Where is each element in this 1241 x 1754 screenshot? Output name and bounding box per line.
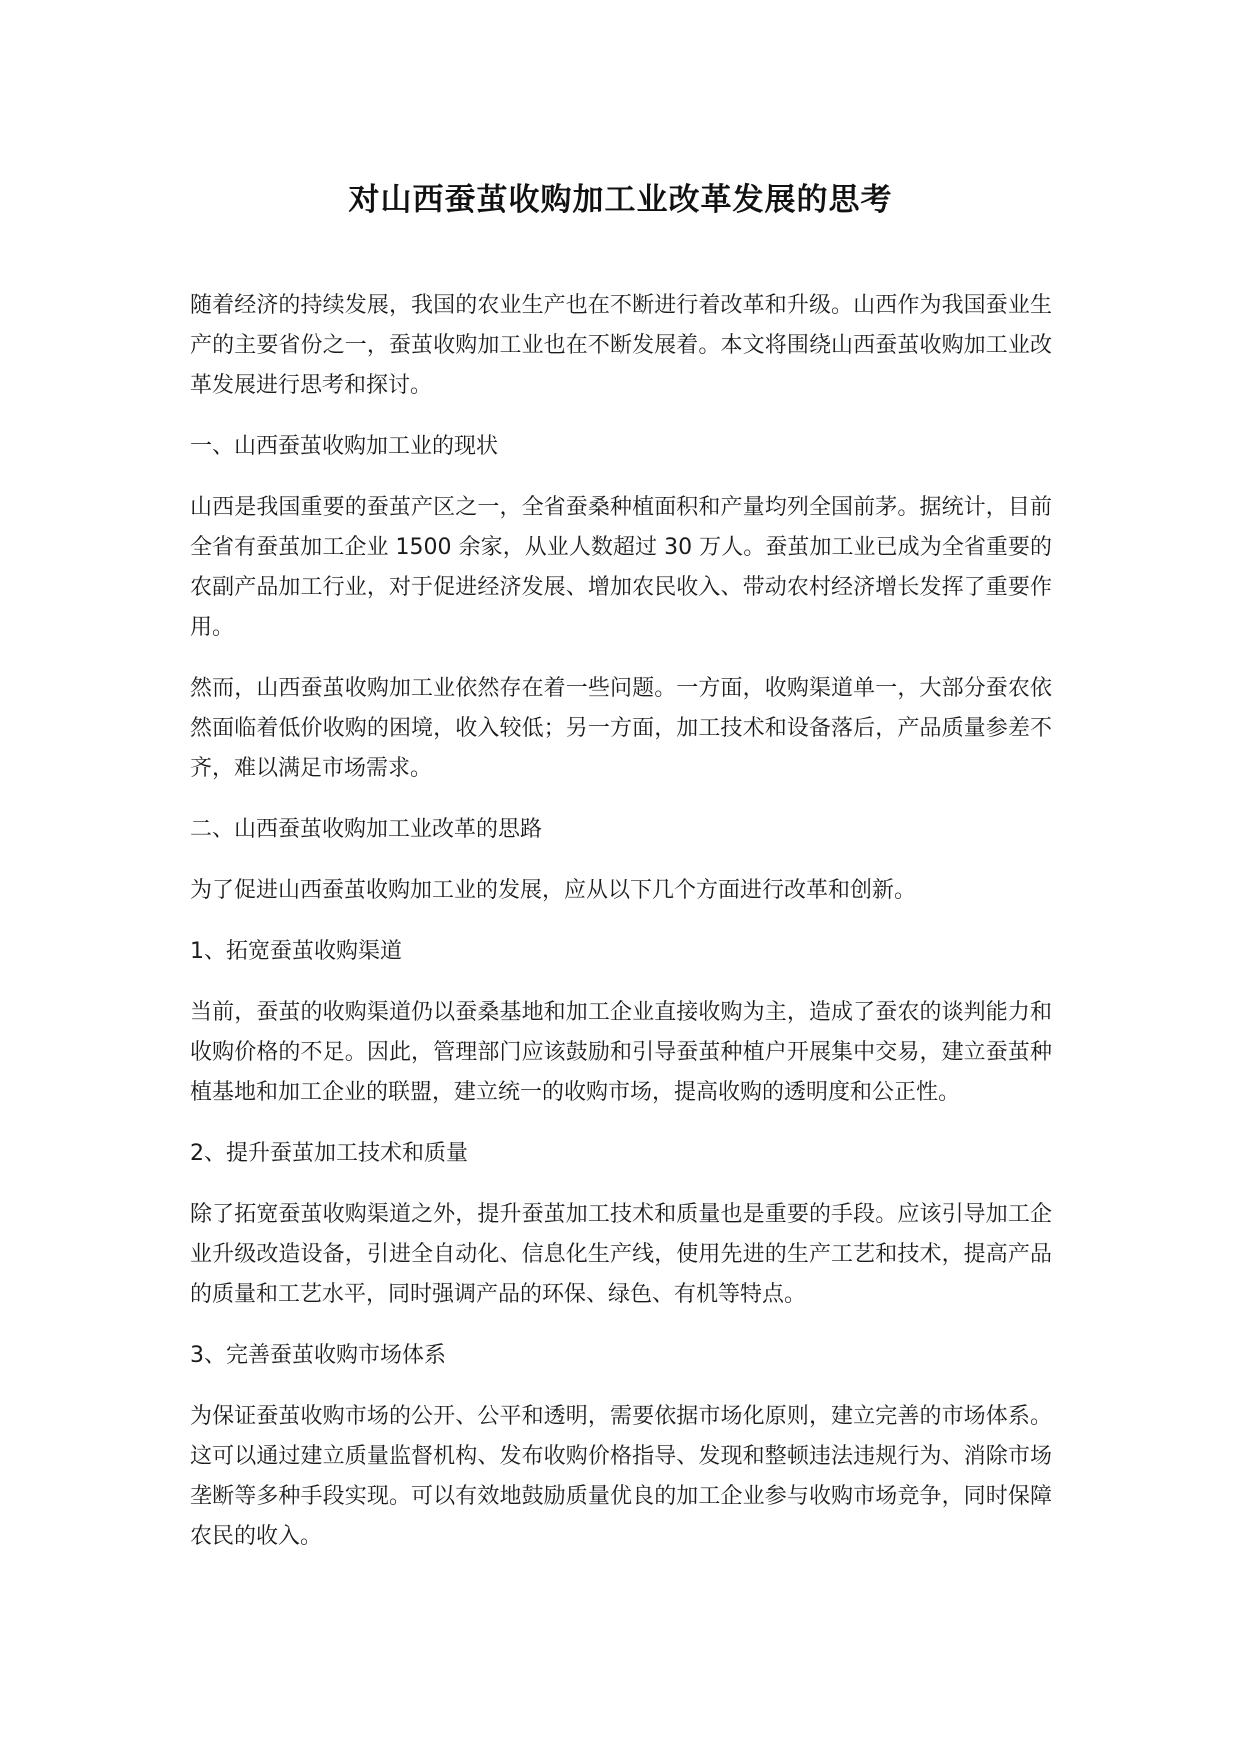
subsection-heading-3: 3、完善蚕茧收购市场体系 <box>190 1343 446 1368</box>
status-paragraph: 山西是我国重要的蚕茧产区之一，全省蚕桑种植面积和产量均列全国前茅。据统计，目前全省有蚕茧加工企业 1500 余家，从业人数超过 30 万人。蚕茧加工业已成为全省重要的农副产品加工行业，对于促进经济发展、增加农民收入、带动农村经济增长发挥了重要作用。 <box>190 495 1052 640</box>
channels-paragraph: 当前，蚕茧的收购渠道仍以蚕桑基地和加工企业直接收购为主，造成了蚕农的谈判能力和收购价格的不足。因此，管理部门应该鼓励和引导蚕茧种植户开展集中交易，建立蚕茧种植基地和加工企业的联盟，建立统一的收购市场，提高收购的透明度和公正性。 <box>190 1000 1052 1105</box>
reform-intro-paragraph: 为了促进山西蚕茧收购加工业的发展，应从以下几个方面进行改革和创新。 <box>190 878 917 903</box>
problems-paragraph: 然而，山西蚕茧收购加工业依然存在着一些问题。一方面，收购渠道单一，大部分蚕农依然面临着低价收购的困境，收入较低；另一方面，加工技术和设备落后，产品质量参差不齐，难以满足市场需求。 <box>190 676 1052 781</box>
document-title: 对山西蚕茧收购加工业改革发展的思考 <box>348 182 893 218</box>
technology-paragraph: 除了拓宽蚕茧收购渠道之外，提升蚕茧加工技术和质量也是重要的手段。应该引导加工企业升级改造设备，引进全自动化、信息化生产线，使用先进的生产工艺和技术，提高产品的质量和工艺水平，同时强调产品的环保、绿色、有机等特点。 <box>190 1202 1052 1307</box>
market-paragraph: 为保证蚕茧收购市场的公开、公平和透明，需要依据市场化原则，建立完善的市场体系。这可以通过建立质量监督机构、发布收购价格指导、发现和整顿违法违规行为、消除市场垄断等多种手段实现。可以有效地鼓励质量优良的加工企业参与收购市场竞争，同时保障农民的收入。 <box>190 1404 1052 1549</box>
subsection-heading-1: 1、拓宽蚕茧收购渠道 <box>190 939 402 964</box>
section-heading-2: 二、山西蚕茧收购加工业改革的思路 <box>190 817 543 842</box>
intro-paragraph: 随着经济的持续发展，我国的农业生产也在不断进行着改革和升级。山西作为我国蚕业生产的主要省份之一，蚕茧收购加工业也在不断发展着。本文将围绕山西蚕茧收购加工业改革发展进行思考和探讨。 <box>190 293 1052 398</box>
section-heading-1: 一、山西蚕茧收购加工业的现状 <box>190 434 499 459</box>
subsection-heading-2: 2、提升蚕茧加工技术和质量 <box>190 1141 468 1166</box>
document-body <box>190 286 1052 1578</box>
